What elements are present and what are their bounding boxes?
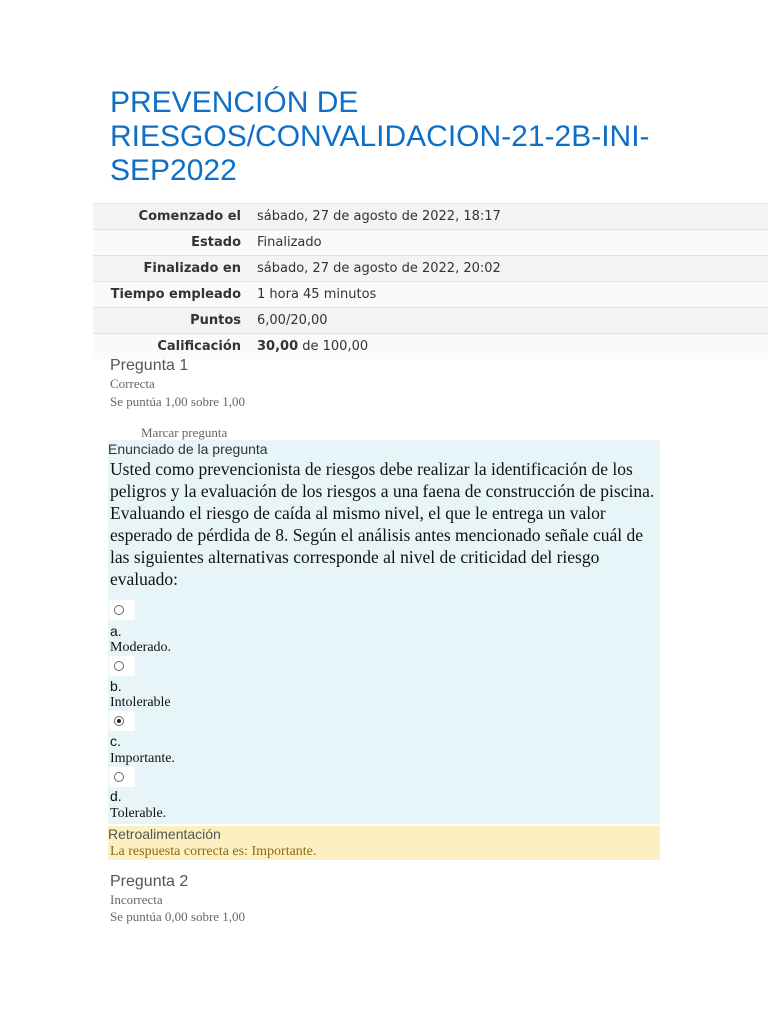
option-b-text[interactable]: Intolerable — [110, 695, 171, 710]
summary-row-started — [93, 204, 768, 230]
grade-total: de 100,00 — [298, 339, 369, 354]
question-text-header: Enunciado de la pregunta — [108, 441, 268, 457]
summary-row-finished — [93, 256, 768, 282]
flag-question-link[interactable]: Marcar pregunta — [141, 425, 228, 440]
option-b-letter: b. — [110, 678, 122, 694]
feedback-title: Retroalimentación — [108, 826, 221, 842]
grade-value: 30,00 — [257, 339, 299, 354]
option-c-radio[interactable] — [109, 711, 135, 731]
summary-value: sábado, 27 de agosto de 2022, 20:02 — [249, 256, 768, 282]
option-a-letter: a. — [110, 623, 122, 639]
summary-label: Calificación — [93, 334, 249, 360]
question-1-grade: Se puntúa 1,00 sobre 1,00 — [110, 394, 246, 409]
attempt-summary-table — [93, 203, 768, 359]
option-c-letter: c. — [110, 733, 121, 749]
radio-button[interactable] — [114, 605, 124, 615]
summary-value: 1 hora 45 minutos — [249, 282, 768, 308]
summary-label: Estado — [93, 230, 249, 256]
summary-label: Puntos — [93, 308, 249, 334]
question-1-number: Pregunta 1 — [110, 357, 189, 374]
question-1-state: Correcta — [110, 376, 155, 391]
question-2-grade: Se puntúa 0,00 sobre 1,00 — [110, 909, 246, 924]
option-a-radio[interactable] — [109, 600, 135, 620]
option-a-text[interactable]: Moderado. — [110, 640, 172, 655]
summary-label: Finalizado en — [93, 256, 249, 282]
summary-row-grade — [93, 334, 768, 360]
option-b-radio[interactable] — [109, 656, 135, 676]
option-d-radio[interactable] — [109, 767, 135, 787]
summary-value: Finalizado — [249, 230, 768, 256]
page-title: PREVENCIÓN DE RIESGOS/CONVALIDACION-21-2B-INI-SEP2022 — [110, 86, 650, 187]
question-2-number: Pregunta 2 — [110, 873, 189, 890]
summary-value: sábado, 27 de agosto de 2022, 18:17 — [249, 204, 768, 230]
summary-value — [249, 334, 768, 360]
radio-button[interactable] — [114, 772, 124, 782]
summary-label: Comenzado el — [93, 204, 249, 230]
summary-label: Tiempo empleado — [93, 282, 249, 308]
summary-value: 6,00/20,00 — [249, 308, 768, 334]
radio-button[interactable] — [114, 661, 124, 671]
summary-row-time-taken — [93, 282, 768, 308]
option-d-letter: d. — [110, 788, 122, 804]
option-d-text[interactable]: Tolerable. — [110, 806, 167, 821]
summary-row-points — [93, 308, 768, 334]
question-1-text: Usted como prevencionista de riesgos debe realizar la identificación de los peligros y la evaluación de los riesgos a una faena de construcción de piscina. Evaluando el riesgo de caída al mismo nivel, el que le entrega un valor esperado de pérdida de 8. Según el análisis antes mencionado señale cuál de las siguientes alternativas corresponde al nivel de criticidad del riesgo evaluado: — [110, 459, 655, 589]
radio-button-selected[interactable] — [114, 716, 124, 726]
question-2-state: Incorrecta — [110, 892, 163, 907]
summary-row-state — [93, 230, 768, 256]
feedback-text: La respuesta correcta es: Importante. — [110, 844, 317, 859]
option-c-text[interactable]: Importante. — [110, 751, 175, 766]
